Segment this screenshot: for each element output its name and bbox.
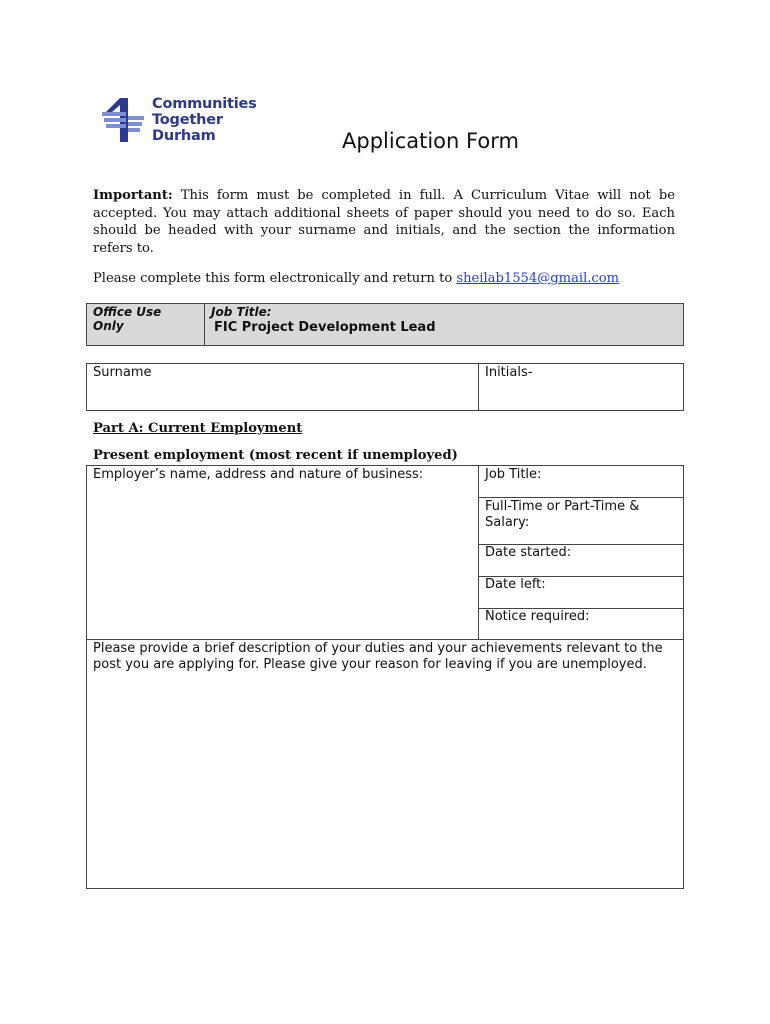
- date-started-field[interactable]: Date started:: [485, 545, 572, 560]
- row-divider: [478, 497, 683, 498]
- office-divider: [204, 304, 205, 345]
- organisation-logo: [100, 96, 270, 144]
- office-use-label: Office Use Only: [93, 305, 162, 333]
- important-notice: [93, 187, 675, 257]
- employment-table: [86, 465, 684, 889]
- duties-description-field[interactable]: Please provide a brief description of your duties and your achievements relevant to the post you are applying for. Please give your reason for leaving if you are unemployed.: [93, 641, 663, 672]
- fulltime-salary-field[interactable]: Full-Time or Part-Time & Salary:: [485, 499, 640, 530]
- return-instruction: [93, 271, 693, 286]
- office-job-title-label: Job Title:: [211, 305, 272, 319]
- logo-mark-icon: [100, 96, 150, 144]
- notice-required-field[interactable]: Notice required:: [485, 609, 590, 624]
- logo-wordmark: [152, 96, 257, 144]
- present-employment-heading: Present employment (most recent if unemployed): [93, 448, 458, 463]
- email-link[interactable]: sheilab1554@gmail.com: [456, 271, 620, 286]
- date-left-field[interactable]: Date left:: [485, 577, 546, 592]
- office-job-title-value: FIC Project Development Lead: [214, 320, 436, 335]
- logo-line-3: Durham: [152, 128, 216, 144]
- important-label: Important:: [93, 188, 173, 203]
- row-divider: [87, 639, 683, 640]
- initials-field[interactable]: Initials-: [485, 365, 533, 380]
- employment-divider: [478, 466, 479, 639]
- part-a-heading: Part A: Current Employment: [93, 421, 303, 436]
- office-use-box: [86, 303, 684, 346]
- logo-line-2: Together: [152, 112, 223, 128]
- page-title: Application Form: [342, 129, 519, 153]
- surname-field[interactable]: Surname: [93, 365, 152, 380]
- logo-line-1: Communities: [152, 96, 257, 112]
- important-text: This form must be completed in full. A Curriculum Vitae will not be accepted. You may attach additional sheets of paper should you need to do so. Each should be headed with your surname and initials, and the section the information refers to.: [93, 188, 675, 256]
- employer-field[interactable]: Employer’s name, address and nature of business:: [93, 467, 424, 482]
- job-title-field[interactable]: Job Title:: [485, 467, 542, 482]
- surname-initials-box: [86, 363, 684, 411]
- surname-divider: [478, 364, 479, 410]
- return-instruction-text: Please complete this form electronically and return to: [93, 271, 457, 286]
